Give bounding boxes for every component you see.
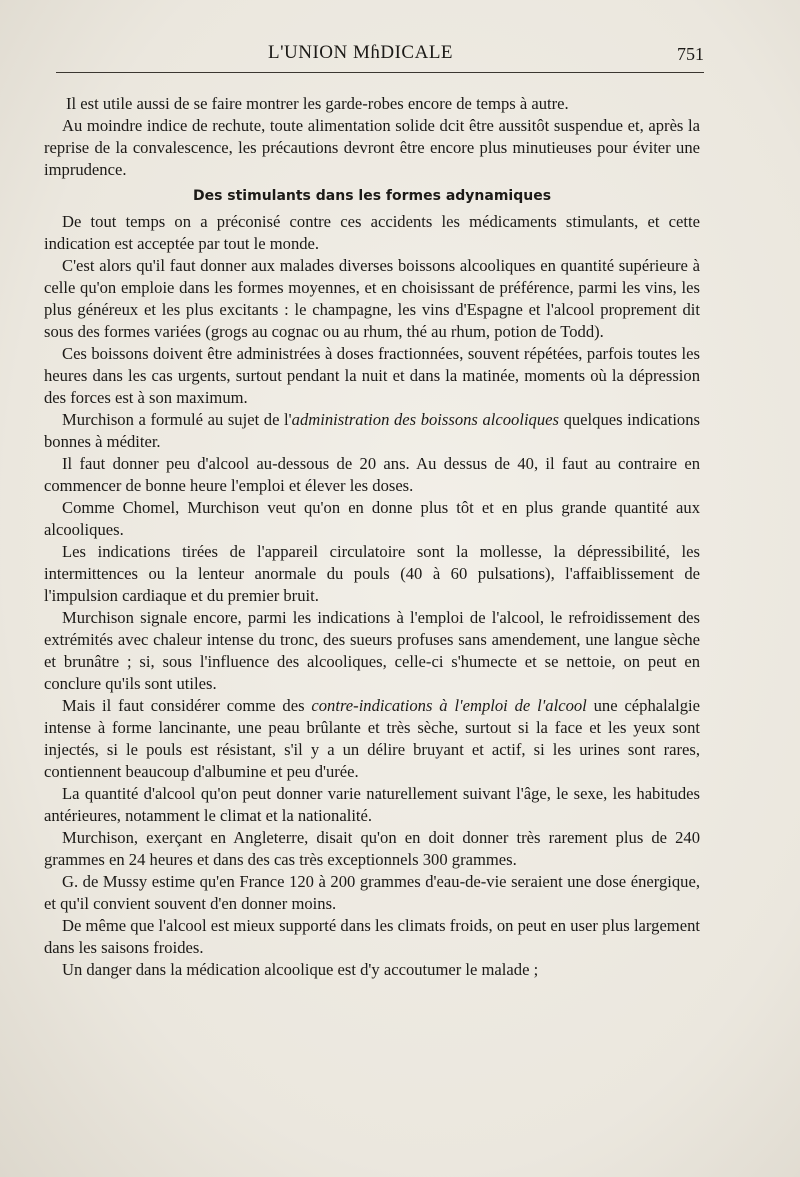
- paragraph: C'est alors qu'il faut donner aux malades diverses boissons alcooliques en quantité supérieure à celle qu'on emploie dans les formes moyennes, et en choisissant de préférence, parmi les vins, les plus généreux et les plus excitants : le champagne, les vins d'Espagne et l'alcool proprement dit sous des formes variées (grogs au cognac ou au rhum, thé au rhum, potion de Todd).: [44, 256, 700, 341]
- paragraph: Les indications tirées de l'appareil circulatoire sont la mollesse, la dépressibilité, les intermittences ou la lenteur anormale du pouls (40 à 60 pulsations), l'affaiblissement de l'impulsion cardiaque et du premier bruit.: [44, 542, 700, 605]
- text-run: Mais il faut considérer comme des: [62, 696, 312, 715]
- italic-run: administration des boissons alcooliques: [291, 410, 559, 429]
- page-header: [56, 42, 704, 73]
- paragraph: Au moindre indice de rechute, toute alimentation solide dcit être aussitôt suspendue et, après la reprise de la convalescence, les précautions devront être encore plus minutieuses pour éviter une imprudence.: [44, 116, 700, 179]
- page-body: [44, 93, 700, 981]
- paragraph: De même que l'alcool est mieux supporté dans les climats froids, on peut en user plus largement dans les saisons froides.: [44, 916, 700, 957]
- text-run: une céphalalgie intense à forme lancinante, une peau brûlante et très sèche, surtout si la face et les yeux sont injectés, si le pouls est résistant, s'il y a un délire bruyant et actif, si les urines sont rares, contiennent beaucoup d'albumine et peu d'urée.: [44, 696, 700, 781]
- paragraph-contre-indications: [44, 695, 700, 783]
- italic-run: contre-indications à l'emploi de l'alcool: [311, 696, 587, 715]
- section-heading: Des stimulants dans les formes adynamiques: [192, 188, 552, 204]
- running-title: L'UNION MɦDICALE: [268, 42, 454, 63]
- paragraph: Il faut donner peu d'alcool au-dessous de 20 ans. Au dessus de 40, il faut au contraire en commencer de bonne heure l'emploi et élever les doses.: [44, 454, 700, 495]
- paragraph: Un danger dans la médication alcoolique est d'y accoutumer le malade ;: [62, 960, 539, 979]
- page-number: 751: [677, 44, 704, 64]
- paragraph-murchison: [44, 409, 700, 453]
- text-run: Murchison a formulé au sujet de l': [62, 410, 292, 429]
- paragraph: Comme Chomel, Murchison veut qu'on en donne plus tôt et en plus grande quantité aux alcooliques.: [44, 498, 700, 539]
- paragraph: De tout temps on a préconisé contre ces accidents les médicaments stimulants, et cette indication est acceptée par tout le monde.: [44, 212, 700, 253]
- paragraph: Murchison signale encore, parmi les indications à l'emploi de l'alcool, le refroidissement des extrémités avec chaleur intense du tronc, des sueurs profuses sans amendement, une langue sèche et brunâtre ; si, sous l'influence des alcooliques, celle-ci s'humecte et se nettoie, on peut en conclure qu'ils sont utiles.: [44, 608, 700, 693]
- paragraph: Il est utile aussi de se faire montrer les garde-robes encore de temps à autre.: [66, 94, 569, 113]
- paragraph: La quantité d'alcool qu'on peut donner varie naturellement suivant l'âge, le sexe, les habitudes antérieures, notamment le climat et la nationalité.: [44, 784, 700, 825]
- paragraph: Murchison, exerçant en Angleterre, disait qu'on en doit donner très rarement plus de 240 grammes en 24 heures et dans des cas très exceptionnels 300 grammes.: [44, 828, 700, 869]
- paragraph: Ces boissons doivent être administrées à doses fractionnées, souvent répétées, parfois toutes les heures dans les cas urgents, surtout pendant la nuit et dans la matinée, moments où la dépression des forces est à son maximum.: [44, 344, 700, 407]
- text-run: quelques indications bonnes à méditer.: [44, 410, 700, 451]
- paragraph: G. de Mussy estime qu'en France 120 à 200 grammes d'eau-de-vie seraient une dose énergique, et qu'il convient souvent d'en donner moins.: [44, 872, 700, 913]
